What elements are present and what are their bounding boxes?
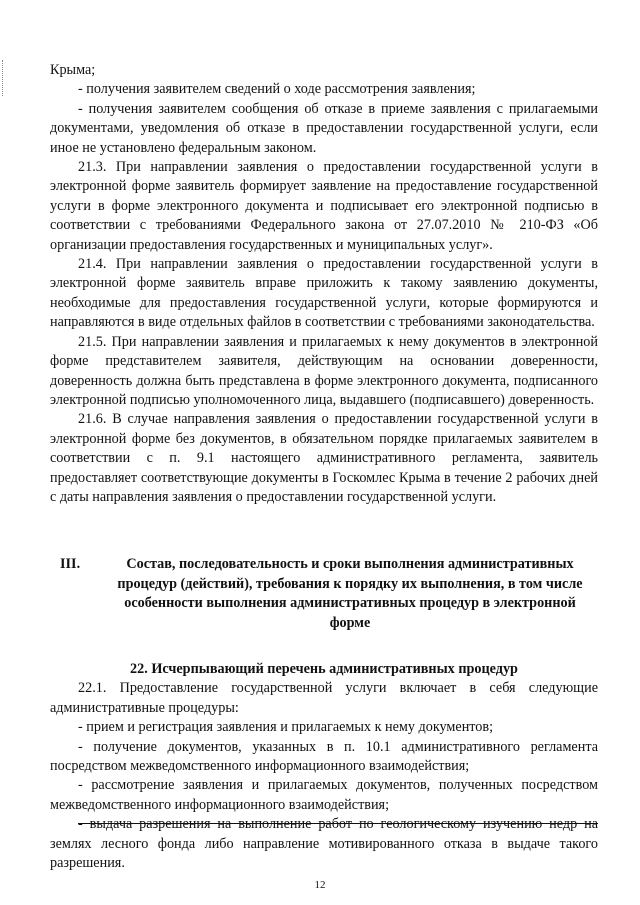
section-heading <box>50 555 598 633</box>
struck-text: - выдача разрешения на выполнение работ по геологическому изучению недр на <box>78 816 598 833</box>
paragraph-21-4: 21.4. При направлении заявления о предоставлении государственной услуги в электронной форме заявитель вправе приложить к такому заявлению документы, необходимые для предоставления государственной услуги, которые формируются и направляются в виде отдельных файлов в соответствии с требованиями законодательства. <box>50 256 598 331</box>
list-item-documents: - получение документов, указанных в п. 10.1 административного регламента посредством межведомственного информационного взаимодействия; <box>50 738 598 774</box>
subheading-22: 22. Исчерпывающий перечень административных процедур <box>130 660 518 677</box>
margin-scan-mark <box>2 60 5 96</box>
paragraph-info-receipt: - получения заявителем сведений о ходе рассмотрения заявления; <box>78 81 476 98</box>
list-item-review: - рассмотрение заявления и прилагаемых документов, полученных посредством межведомственного информационного взаимодействия; <box>50 777 598 813</box>
paragraph-21-3: 21.3. При направлении заявления о предоставлении государственной услуги в электронной форме заявитель формирует заявление на предоставление государственной услуги в форме электронного документа и подписывает его электронной подписью в соответствии с требованиями Федерального закона от 27.07.2010 № 210-ФЗ «Об организации предоставления государственных и муниципальных услуг». <box>50 159 598 253</box>
section-spacer <box>50 507 598 555</box>
list-item-permit-issuance <box>50 815 598 873</box>
section-title: Состав, последовательность и сроки выполнения административных процедур (действий), требования к порядку их выполнения, в том числе особенности выполнения административных процедур в электронной форме <box>117 556 583 631</box>
section-number: III. <box>60 556 81 573</box>
page-number: 12 <box>314 879 326 891</box>
permit-text-rest: землях лесного фонда либо направление мотивированного отказа в выдаче такого разрешения. <box>50 835 598 872</box>
paragraph-21-5: 21.5. При направлении заявления и прилагаемых к нему документов в электронной форме представителем заявителя, действующим на основании доверенности, доверенность должна быть представлена в форме электронного документа, подписанного электронной подписью уполномоченного лица, выдавшего (подписавшего) доверенность. <box>50 333 598 408</box>
paragraph-22-1: 22.1. Предоставление государственной услуги включает в себя следующие административные процедуры: <box>50 680 598 716</box>
paragraph-crimea: Крыма; <box>50 62 96 78</box>
paragraph-refusal-notice: - получения заявителем сообщения об отказе в приеме заявления с прилагаемыми документами, уведомления об отказе в предоставлении государственной услуги, если иное не установлено федеральным законом. <box>50 100 598 156</box>
paragraph-21-6: 21.6. В случае направления заявления о предоставлении государственной услуги в электронной форме без документов, в обязательном порядке прилагаемых заявителем в соответствии с п. 9.1 настоящего административного регламента, заявитель предоставляет соответствующие документы в Госкомлес Крыма в течение 2 рабочих дней с даты направления заявления о предоставлении государственной услуги. <box>50 411 598 505</box>
subheading-spacer <box>50 633 598 660</box>
list-item-reception: - прием и регистрация заявления и прилагаемых к нему документов; <box>78 719 494 736</box>
document-body <box>50 61 598 873</box>
